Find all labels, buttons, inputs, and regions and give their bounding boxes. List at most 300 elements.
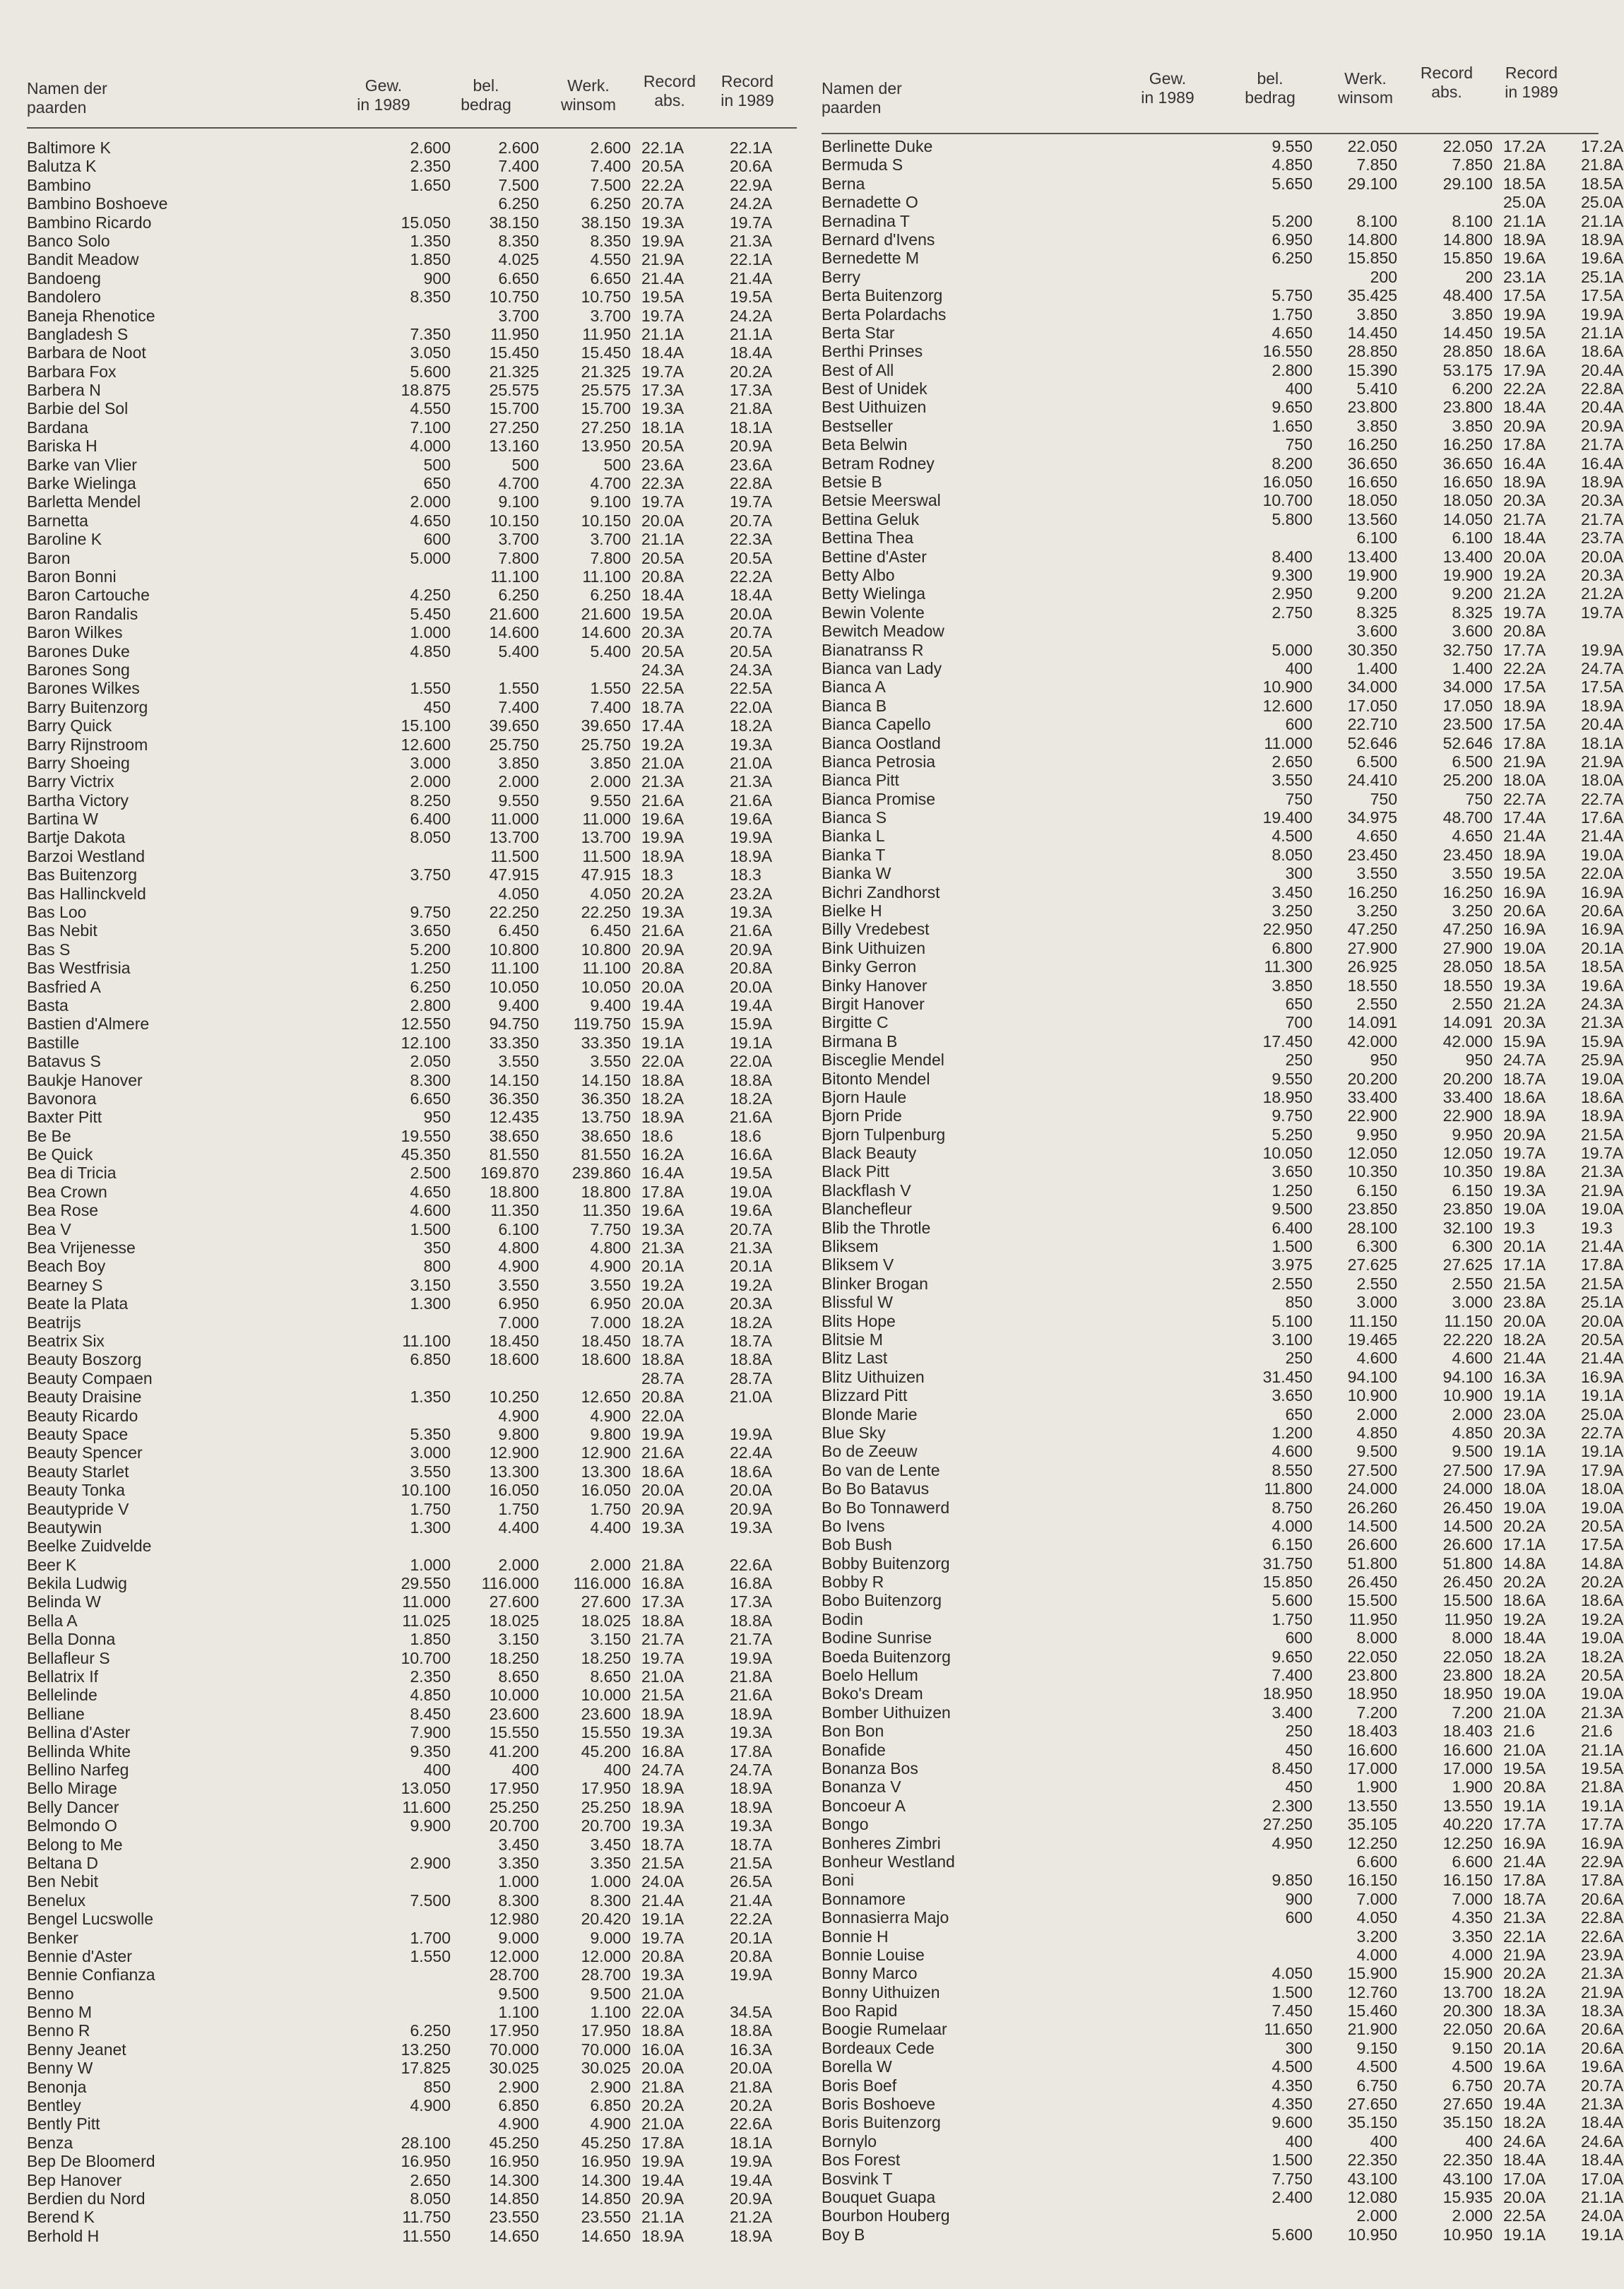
bel-bedrag: 16.150: [1347, 1871, 1397, 1890]
werk-winsom: 7.000: [1452, 1889, 1493, 1908]
record-in-1989: 21.8A: [1581, 155, 1624, 175]
bel-bedrag: 9.200: [1356, 584, 1397, 603]
table-row: [27, 959, 797, 977]
record-abs: 18.3A: [1503, 2001, 1546, 2021]
horse-name: Barry Victrix: [27, 772, 114, 791]
bel-bedrag: 23.800: [1347, 1666, 1397, 1685]
record-in-1989: 21.6A: [730, 791, 773, 810]
gew-in-1989: 2.300: [1272, 1796, 1312, 1815]
table-row: [27, 418, 797, 437]
horse-name: Belinda W: [27, 1592, 101, 1611]
bel-bedrag: 25.750: [489, 735, 539, 754]
record-in-1989: 25.0A: [1581, 193, 1624, 212]
werk-winsom: 1.550: [590, 679, 631, 698]
table-row: [27, 1220, 797, 1238]
werk-winsom: 18.950: [1442, 1684, 1493, 1703]
gew-in-1989: 3.100: [1272, 1330, 1312, 1349]
record-abs: 22.2A: [1503, 379, 1546, 398]
record-in-1989: 21.6: [1581, 1722, 1613, 1741]
record-abs: 20.1A: [1503, 1237, 1546, 1256]
bel-bedrag: 13.700: [489, 828, 539, 847]
horse-name: Bjorn Haule: [822, 1087, 907, 1106]
horse-name: Boris Boef: [822, 2076, 897, 2095]
werk-winsom: 26.450: [1442, 1498, 1493, 1517]
table-row: [822, 547, 1624, 566]
werk-winsom: 7.200: [1452, 1703, 1493, 1722]
record-abs: 20.7A: [641, 194, 684, 213]
gew-in-1989: 11.300: [1264, 957, 1312, 976]
record-in-1989: 19.5A: [730, 1164, 773, 1183]
werk-winsom: 14.091: [1442, 1013, 1493, 1032]
werk-winsom: 7.400: [590, 697, 631, 716]
record-in-1989: 20.1A: [1581, 938, 1624, 957]
record-in-1989: 22.9A: [730, 175, 773, 194]
horse-name: Bonanza Bos: [822, 1758, 918, 1778]
horse-name: Beauty Starlet: [27, 1462, 129, 1481]
header-record-1989: Record in 1989: [1505, 64, 1558, 101]
record-abs: 19.3A: [641, 1965, 684, 1985]
werk-winsom: 14.300: [581, 2170, 631, 2189]
gew-in-1989: 900: [423, 268, 451, 288]
bel-bedrag: 10.750: [489, 288, 539, 307]
table-row: [822, 1013, 1624, 1032]
table-row: [822, 1609, 1624, 1628]
bel-bedrag: 41.200: [489, 1741, 539, 1761]
werk-winsom: 14.600: [581, 623, 631, 642]
record-in-1989: 17.2A: [1581, 137, 1624, 155]
horse-name: Best Uithuizen: [822, 398, 927, 417]
gew-in-1989: 4.000: [1272, 1516, 1312, 1535]
record-abs: 21.2A: [1503, 584, 1546, 603]
gew-in-1989: 4.350: [1272, 2095, 1312, 2114]
gew-in-1989: 10.900: [1262, 678, 1312, 697]
header-werk: Werk. winsom: [561, 76, 616, 114]
horse-name: Bob Bush: [822, 1535, 892, 1554]
record-abs: 17.2A: [1503, 137, 1546, 155]
gew-in-1989: 5.200: [1272, 211, 1312, 230]
table-row: [27, 1407, 797, 1425]
record-abs: 17.9A: [1503, 1460, 1546, 1479]
table-row: [822, 1815, 1624, 1834]
record-abs: 20.2A: [641, 2096, 684, 2115]
record-in-1989: 25.9A: [1581, 1051, 1624, 1070]
werk-winsom: 11.950: [582, 324, 631, 343]
bel-bedrag: 20.200: [1347, 1069, 1397, 1088]
bel-bedrag: 27.900: [1347, 938, 1397, 957]
werk-winsom: 9.100: [590, 492, 631, 511]
werk-winsom: 6.600: [1452, 1852, 1493, 1871]
record-in-1989: 24.2A: [730, 194, 773, 213]
table-row: [27, 642, 797, 661]
record-in-1989: 22.0A: [730, 697, 773, 716]
record-abs: 18.7A: [1503, 1889, 1546, 1908]
record-in-1989: 16.9A: [1581, 1833, 1624, 1852]
table-row: [822, 584, 1624, 603]
record-in-1989: 22.2A: [730, 1910, 773, 1929]
horse-name: Baukje Hanover: [27, 1070, 143, 1089]
table-row: [27, 1257, 797, 1275]
gew-in-1989: 4.900: [410, 2096, 451, 2115]
horse-name: Blue Sky: [822, 1423, 886, 1442]
table-row: [822, 398, 1624, 417]
gew-in-1989: 1.500: [1272, 2151, 1312, 2170]
table-row: [822, 1237, 1624, 1256]
record-in-1989: 22.7A: [1581, 789, 1624, 808]
horse-name: Bartje Dakota: [27, 828, 126, 847]
record-abs: 20.6A: [1503, 2020, 1546, 2039]
bel-bedrag: 9.400: [498, 995, 539, 1015]
werk-winsom: 24.000: [1442, 1479, 1493, 1498]
record-abs: 19.5A: [1503, 1758, 1546, 1778]
horse-name: Barry Quick: [27, 716, 112, 735]
gew-in-1989: 6.250: [1272, 249, 1312, 268]
table-row: [27, 1313, 797, 1332]
horse-name: Baron Bonni: [27, 567, 117, 586]
werk-winsom: 23.450: [1442, 845, 1493, 864]
gew-in-1989: 6.800: [1272, 938, 1312, 957]
gew-in-1989: 3.000: [410, 753, 451, 772]
record-abs: 21.4A: [641, 268, 684, 288]
horse-name: Bianca Promise: [822, 789, 936, 808]
record-in-1989: 20.7A: [730, 623, 773, 642]
bel-bedrag: 22.900: [1347, 1106, 1397, 1125]
werk-winsom: 26.600: [1442, 1535, 1493, 1554]
table-row: [822, 1554, 1624, 1573]
table-row: [822, 1349, 1624, 1368]
horse-name: Berry: [822, 267, 860, 286]
table-row: [27, 194, 797, 213]
horse-name: Bonnamore: [822, 1889, 906, 1908]
gew-in-1989: 2.000: [410, 492, 451, 511]
werk-winsom: 35.150: [1442, 2113, 1493, 2132]
bel-bedrag: 9.500: [1356, 1442, 1397, 1461]
bel-bedrag: 750: [1370, 789, 1397, 808]
table-row: [822, 1442, 1624, 1461]
record-in-1989: 21.1A: [1581, 323, 1624, 342]
table-row: [822, 2095, 1624, 2114]
bel-bedrag: 11.150: [1349, 1311, 1397, 1330]
record-abs: 24.7A: [1503, 1051, 1546, 1070]
table-row: [822, 622, 1599, 640]
record-abs: 16.9A: [1503, 882, 1546, 901]
werk-winsom: 27.900: [1442, 938, 1493, 957]
record-in-1989: 21.4A: [730, 1891, 773, 1910]
werk-winsom: 6.950: [590, 1294, 631, 1313]
werk-winsom: 40.220: [1442, 1815, 1493, 1834]
horse-name: Bennie Confianza: [27, 1965, 155, 1985]
horse-name: Bermuda S: [822, 155, 903, 175]
table-row: [822, 1591, 1624, 1610]
werk-winsom: 32.100: [1442, 1218, 1493, 1237]
bel-bedrag: 3.850: [1356, 416, 1397, 435]
horse-name: Beatrijs: [27, 1313, 81, 1332]
werk-winsom: 3.450: [590, 1835, 631, 1854]
record-in-1989: 21.3A: [1581, 1703, 1624, 1722]
record-abs: 17.4A: [1503, 808, 1546, 827]
werk-winsom: 3.550: [590, 1275, 631, 1294]
bel-bedrag: 26.260: [1347, 1498, 1397, 1517]
record-abs: 17.8A: [1503, 435, 1546, 454]
table-row: [27, 1462, 797, 1481]
horse-name: Bobby Buitenzorg: [822, 1554, 950, 1573]
table-row: [27, 1015, 797, 1033]
record-abs: 16.4A: [641, 1164, 684, 1183]
gew-in-1989: 5.350: [410, 1424, 451, 1443]
horse-name: Berend K: [27, 2208, 95, 2227]
werk-winsom: 20.300: [1442, 2001, 1493, 2021]
bel-bedrag: 21.900: [1347, 2020, 1397, 2039]
werk-winsom: 750: [1465, 789, 1493, 808]
record-in-1989: 23.9A: [1581, 1945, 1624, 1964]
record-in-1989: 19.0A: [730, 1182, 773, 1201]
gew-in-1989: 7.900: [410, 1723, 451, 1742]
record-abs: 20.7A: [1503, 2076, 1546, 2095]
gew-in-1989: 400: [1285, 2131, 1312, 2151]
record-abs: 18.9A: [1503, 1106, 1546, 1125]
record-in-1989: 20.0A: [730, 604, 773, 623]
bel-bedrag: 14.600: [489, 623, 539, 642]
record-abs: 19.1A: [1503, 1442, 1546, 1461]
record-in-1989: 18.2A: [730, 716, 773, 735]
record-abs: 19.6A: [641, 810, 684, 829]
bel-bedrag: 6.450: [498, 921, 539, 940]
record-abs: 19.0A: [1503, 1684, 1546, 1703]
werk-winsom: 11.000: [582, 810, 631, 829]
record-in-1989: 16.3A: [730, 2040, 773, 2059]
bel-bedrag: 116.000: [481, 1574, 539, 1593]
table-row: [27, 996, 797, 1015]
werk-winsom: 4.350: [1452, 1908, 1493, 1927]
record-abs: 15.9A: [1503, 1031, 1546, 1051]
table-row: [27, 1201, 797, 1219]
werk-winsom: 3.850: [590, 753, 631, 772]
record-in-1989: 22.6A: [730, 2114, 773, 2134]
bel-bedrag: 7.200: [1356, 1703, 1397, 1722]
horse-name: Blits Hope: [822, 1311, 896, 1330]
record-abs: 21.7A: [641, 1630, 684, 1649]
werk-winsom: 18.250: [581, 1648, 631, 1667]
record-in-1989: 19.0A: [1581, 1200, 1624, 1219]
werk-winsom: 10.900: [1442, 1386, 1493, 1405]
table-row: [822, 994, 1624, 1013]
bel-bedrag: 2.000: [498, 772, 539, 791]
table-row: [27, 679, 797, 697]
record-in-1989: 22.7A: [1581, 1423, 1624, 1442]
horse-name: Bo Ivens: [822, 1516, 885, 1535]
gew-in-1989: 750: [1285, 435, 1312, 454]
record-in-1989: 18.9A: [730, 1704, 773, 1723]
werk-winsom: 2.600: [590, 138, 631, 157]
horse-name: Bianka T: [822, 845, 886, 864]
werk-winsom: 26.450: [1442, 1573, 1493, 1592]
bel-bedrag: 15.390: [1347, 360, 1397, 379]
horse-name: Berhold H: [27, 2226, 100, 2245]
record-abs: 20.3A: [1503, 1423, 1546, 1442]
bel-bedrag: 3.150: [498, 1630, 539, 1649]
table-row: [822, 137, 1624, 155]
record-in-1989: 18.2A: [1581, 1647, 1624, 1666]
horse-name: Black Beauty: [822, 1144, 917, 1163]
table-row: [27, 1388, 797, 1406]
bel-bedrag: 1.000: [498, 1872, 539, 1891]
horse-name: Bianca B: [822, 696, 887, 715]
werk-winsom: 22.250: [581, 903, 631, 922]
horse-name: Beauty Space: [27, 1424, 129, 1443]
gew-in-1989: 4.500: [1272, 827, 1312, 846]
gew-in-1989: 2.000: [410, 772, 451, 791]
werk-winsom: 25.250: [581, 1797, 631, 1816]
werk-winsom: 18.800: [581, 1182, 631, 1201]
bel-bedrag: 21.325: [489, 362, 539, 381]
bel-bedrag: 8.100: [1356, 211, 1397, 230]
record-abs: 22.0A: [641, 1052, 684, 1071]
bel-bedrag: 42.000: [1347, 1031, 1397, 1051]
gew-in-1989: 18.875: [401, 381, 451, 400]
werk-winsom: 23.500: [1442, 715, 1493, 734]
bel-bedrag: 169.870: [480, 1164, 539, 1183]
header-bel: bel. bedrag: [1245, 69, 1296, 107]
werk-winsom: 47.250: [1442, 920, 1493, 939]
bel-bedrag: 15.850: [1347, 249, 1397, 268]
gew-in-1989: 6.250: [410, 2021, 451, 2040]
record-abs: 21.1A: [1503, 211, 1546, 230]
werk-winsom: 4.050: [590, 884, 631, 903]
record-in-1989: 21.1A: [1581, 2187, 1624, 2206]
werk-winsom: 18.403: [1442, 1722, 1493, 1741]
werk-winsom: 6.450: [590, 921, 631, 940]
record-in-1989: 22.0A: [730, 1052, 773, 1071]
werk-winsom: 14.650: [581, 2226, 631, 2245]
werk-winsom: 28.050: [1442, 957, 1493, 976]
gew-in-1989: 1.700: [410, 1928, 451, 1947]
record-abs: 19.3A: [1503, 976, 1546, 995]
table-row: [822, 193, 1624, 212]
werk-winsom: 950: [1465, 1051, 1493, 1070]
bel-bedrag: 11.100: [490, 567, 539, 586]
record-abs: 21.0A: [641, 753, 684, 772]
record-abs: 19.5A: [1503, 323, 1546, 342]
record-abs: 19.0A: [1503, 938, 1546, 957]
record-in-1989: 21.4A: [1581, 1237, 1624, 1256]
bel-bedrag: 3.200: [1356, 1927, 1397, 1946]
bel-bedrag: 23.450: [1347, 845, 1397, 864]
record-abs: 19.4A: [641, 995, 684, 1015]
horse-name: Beltana D: [27, 1853, 99, 1872]
werk-winsom: 23.550: [581, 2208, 631, 2227]
record-abs: 20.8A: [641, 567, 684, 586]
horse-name: Bariska H: [27, 437, 97, 456]
horse-name: Berta Star: [822, 323, 895, 342]
gew-in-1989: 3.750: [410, 865, 451, 885]
table-row: [822, 1460, 1624, 1479]
header-werk: Werk. winsom: [1338, 69, 1393, 107]
gew-in-1989: 600: [1285, 1908, 1312, 1927]
horse-name: Bellatrix If: [27, 1667, 98, 1686]
record-in-1989: 18.4A: [1581, 2113, 1624, 2132]
gew-in-1989: 2.650: [410, 2170, 451, 2189]
horse-name: Basta: [27, 995, 69, 1015]
gew-in-1989: 8.250: [410, 791, 451, 810]
werk-winsom: 4.400: [590, 1518, 631, 1537]
gew-in-1989: 1.350: [410, 1388, 451, 1407]
gew-in-1989: 2.800: [1272, 360, 1312, 379]
record-abs: 17.8A: [1503, 733, 1546, 752]
bel-bedrag: 38.650: [489, 1126, 539, 1145]
table-row: [27, 2078, 797, 2096]
horse-name: Beauty Ricardo: [27, 1406, 138, 1425]
horse-name: Bellina d'Aster: [27, 1723, 131, 1742]
gew-in-1989: 4.850: [1272, 155, 1312, 175]
gew-in-1989: 3.450: [1272, 882, 1312, 901]
record-abs: 18.4A: [1503, 528, 1546, 548]
record-in-1989: 21.2A: [1581, 584, 1624, 603]
record-abs: 20.6A: [1503, 901, 1546, 921]
horse-name: Beauty Boszorg: [27, 1350, 142, 1369]
record-abs: 20.2A: [1503, 1573, 1546, 1592]
werk-winsom: 3.850: [1452, 304, 1493, 324]
bel-bedrag: 11.950: [490, 324, 539, 343]
table-row: [822, 808, 1624, 827]
table-row: [27, 1294, 797, 1313]
werk-winsom: 15.550: [581, 1723, 631, 1742]
record-abs: 19.3A: [641, 1816, 684, 1835]
table-row: [27, 903, 797, 921]
horse-name: Bas Loo: [27, 903, 87, 922]
table-row: [27, 605, 797, 623]
record-abs: 19.1A: [1503, 1386, 1546, 1405]
gew-in-1989: 2.750: [1272, 603, 1312, 622]
table-row: [822, 2076, 1624, 2095]
record-in-1989: 24.6A: [1581, 2131, 1624, 2151]
record-abs: 14.8A: [1503, 1554, 1546, 1573]
werk-winsom: 42.000: [1442, 1031, 1493, 1051]
werk-winsom: 16.950: [581, 2152, 631, 2171]
record-abs: 19.0A: [1503, 1200, 1546, 1219]
horse-name: Be Quick: [27, 1145, 93, 1164]
werk-winsom: 36.650: [1442, 454, 1493, 473]
bel-bedrag: 6.950: [498, 1294, 539, 1313]
record-abs: 21.1A: [641, 2208, 684, 2227]
table-row: [822, 1255, 1624, 1274]
record-abs: 18.4A: [1503, 2151, 1546, 2170]
horse-name: Birgit Hanover: [822, 994, 925, 1013]
record-in-1989: 19.7A: [730, 492, 773, 511]
werk-winsom: 38.650: [581, 1126, 631, 1145]
bel-bedrag: 16.250: [1347, 882, 1397, 901]
bel-bedrag: 19.465: [1347, 1330, 1397, 1349]
horse-name: Billy Vredebest: [822, 920, 930, 939]
bel-bedrag: 7.500: [498, 175, 539, 194]
record-in-1989: 19.9A: [730, 828, 773, 847]
record-abs: 19.3: [1503, 1218, 1535, 1237]
bel-bedrag: 11.000: [490, 810, 539, 829]
horse-name: Bonnasierra Majo: [822, 1908, 949, 1927]
horse-name: Boo Rapid: [822, 2001, 898, 2021]
werk-winsom: 12.000: [581, 1946, 631, 1965]
bel-bedrag: 6.100: [498, 1219, 539, 1238]
record-abs: 18.2A: [641, 1313, 684, 1332]
bel-bedrag: 10.250: [489, 1388, 539, 1407]
horse-name: Blitsie M: [822, 1330, 883, 1349]
record-abs: 17.8A: [641, 1182, 684, 1201]
bel-bedrag: 22.250: [489, 903, 539, 922]
record-in-1989: 19.3A: [730, 903, 773, 922]
record-in-1989: 21.8A: [730, 399, 773, 418]
bel-bedrag: 12.050: [1347, 1144, 1397, 1163]
table-row: [822, 491, 1624, 510]
table-row: [822, 845, 1624, 864]
gew-in-1989: 8.300: [410, 1070, 451, 1089]
